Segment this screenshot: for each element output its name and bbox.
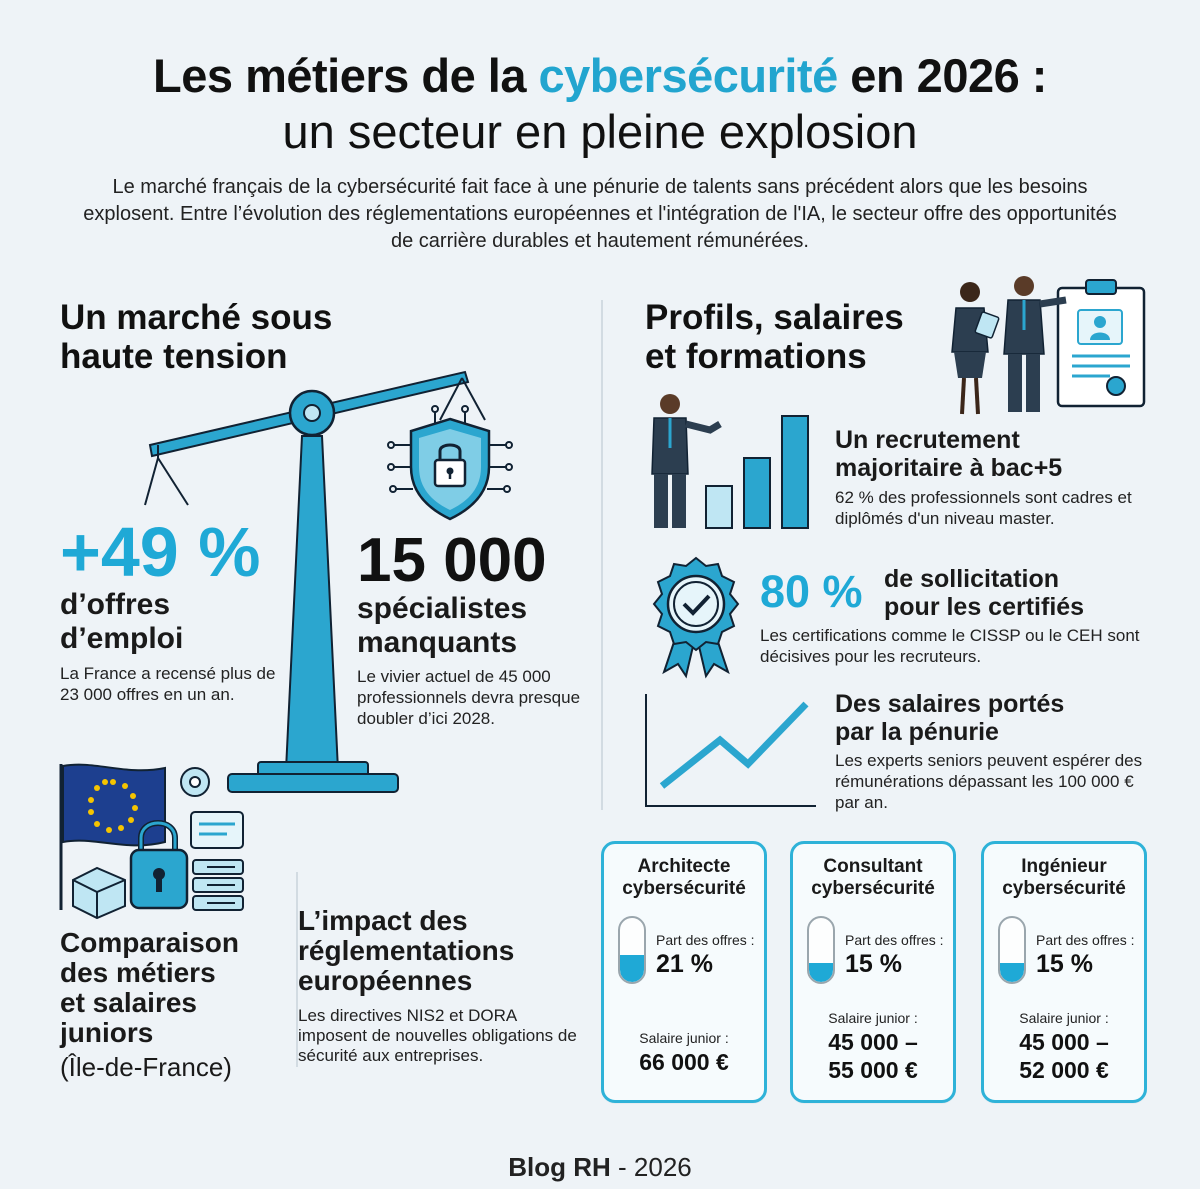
regulation-desc: Les directives NIS2 et DORA imposent de nouvelles obligations de sécurité aux entreprises. bbox=[298, 1006, 577, 1065]
page-subtitle: un secteur en pleine explosion bbox=[282, 105, 918, 158]
job-card-title: Ingénieur cybersécurité bbox=[1002, 856, 1126, 899]
recruitment-title: Un recrutement majoritaire à bac+5 bbox=[835, 426, 1063, 482]
job-card-architect bbox=[601, 841, 767, 1103]
footer-separator: - bbox=[610, 1152, 634, 1182]
eu-flag-lock-icon bbox=[55, 760, 255, 920]
job-card-consultant bbox=[790, 841, 956, 1103]
certification-desc: Les certifications comme le CISSP ou le CEH sont décisives pour les recruteurs. bbox=[760, 626, 1140, 666]
profiles-heading: Profils, salaires et formations bbox=[645, 298, 904, 376]
share-gauge bbox=[618, 916, 646, 984]
salary-trend-icon bbox=[640, 690, 820, 810]
title-part2: en 2026 : bbox=[837, 49, 1047, 102]
share-label: Part des offres : bbox=[656, 932, 755, 948]
job-card-title: Architecte cybersécurité bbox=[622, 856, 746, 899]
salaries-title: Des salaires portés par la pénurie bbox=[835, 690, 1065, 746]
recruiters-clipboard-icon bbox=[940, 270, 1160, 420]
share-gauge-fill bbox=[809, 963, 833, 982]
intro-text: Le marché français de la cybersécurité fait face à une pénurie de talents sans précédent alors que les besoins explosent. Entre l’évolution des réglementations européennes et l'intégration de l'IA, le secteur offre des opportunités de carrière durables et hautement rémunérées. bbox=[83, 176, 1117, 252]
certification-title: de sollicitation pour les certifiés bbox=[884, 565, 1085, 621]
salary-value: 66 000 € bbox=[639, 1049, 729, 1075]
regulation-title: L’impact des réglementations européennes bbox=[298, 905, 515, 996]
recruitment-desc: 62 % des professionnels sont cadres et diplômés d'un niveau master. bbox=[835, 488, 1132, 528]
title-accent: cybersécurité bbox=[538, 49, 838, 102]
certified-solicitation-value: 80 % bbox=[760, 566, 863, 617]
salaries-desc: Les experts seniors peuvent espérer des rémunérations dépassant les 100 000 € par an. bbox=[835, 751, 1143, 812]
certification-badge-icon bbox=[646, 556, 746, 676]
footer-year: 2026 bbox=[633, 1152, 692, 1182]
job-offers-growth-value: +49 % bbox=[60, 513, 261, 591]
share-label: Part des offres : bbox=[1036, 932, 1135, 948]
share-label: Part des offres : bbox=[845, 932, 944, 948]
missing-specialists-label: spécialistes manquants bbox=[357, 592, 528, 659]
share-gauge bbox=[807, 916, 835, 984]
share-gauge-fill bbox=[1000, 963, 1024, 982]
share-value: 21 % bbox=[656, 950, 713, 978]
job-card-engineer bbox=[981, 841, 1147, 1103]
share-value: 15 % bbox=[1036, 950, 1093, 978]
salary-label: Salaire junior : bbox=[828, 1010, 918, 1026]
job-offers-desc: La France a recensé plus de 23 000 offres en un an. bbox=[60, 664, 276, 704]
share-gauge bbox=[998, 916, 1026, 984]
job-offers-label: d’offres d’emploi bbox=[60, 588, 184, 655]
salary-value-line1: 45 000 – bbox=[1019, 1029, 1109, 1055]
missing-specialists-desc: Le vivier actuel de 45 000 professionnels devra presque doubler d’ici 2028. bbox=[357, 667, 581, 728]
salary-value-line2: 55 000 € bbox=[828, 1057, 918, 1083]
bar-chart-presenter-icon bbox=[640, 390, 820, 535]
market-heading: Un marché sous haute tension bbox=[60, 298, 333, 376]
share-gauge-fill bbox=[620, 955, 644, 982]
comparison-title: Comparaison des métiers et salaires juniors bbox=[60, 927, 239, 1048]
salary-label: Salaire junior : bbox=[1019, 1010, 1109, 1026]
job-card-title: Consultant cybersécurité bbox=[811, 856, 935, 899]
comparison-region: (Île-de-France) bbox=[60, 1052, 232, 1082]
title-part1: Les métiers de la bbox=[153, 49, 539, 102]
shield-lock-icon bbox=[385, 405, 515, 535]
missing-specialists-value: 15 000 bbox=[357, 526, 547, 595]
salary-label: Salaire junior : bbox=[639, 1030, 729, 1046]
share-value: 15 % bbox=[845, 950, 902, 978]
salary-value-line1: 45 000 – bbox=[828, 1029, 918, 1055]
salary-value-line2: 52 000 € bbox=[1019, 1057, 1109, 1083]
footer-brand: Blog RH bbox=[508, 1152, 611, 1182]
footer-credit bbox=[0, 1152, 1200, 1183]
